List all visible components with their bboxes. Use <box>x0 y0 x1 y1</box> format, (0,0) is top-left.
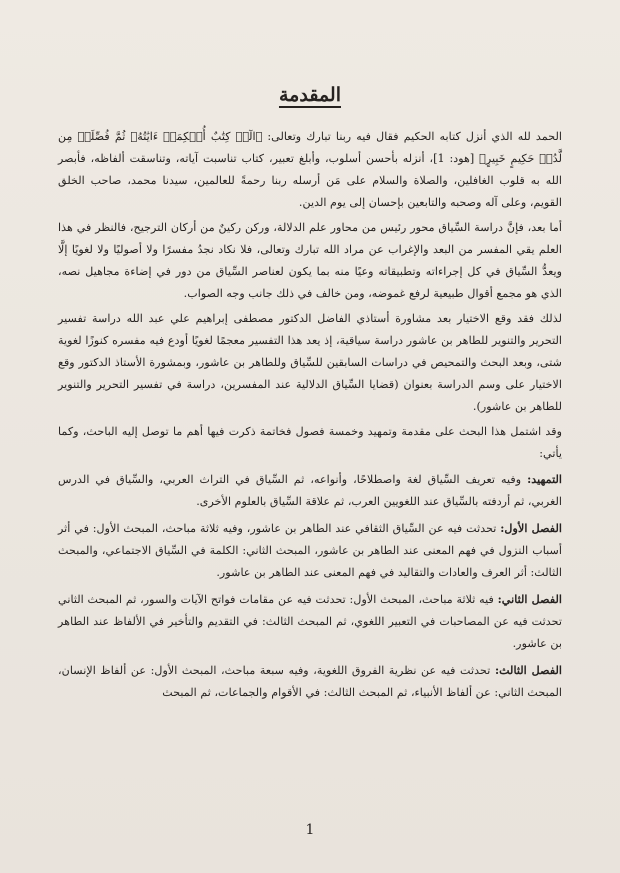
section-text: تحدثت فيه عن نظرية الفروق اللغوية، وفيه سبعة مباحث، المبحث الأول: عن ألفاظ الإنسان، المبحث الثاني: عن ألفاظ الأنبياء، ثم المبحث الثالث: في الأقوام والجماعات، ثم المبحث <box>58 664 562 699</box>
paragraph-topic-choice: لذلك فقد وقع الاختيار بعد مشاورة أستاذي الفاضل الدكتور مصطفى إبراهيم علي عبد الله دراسة تفسير التحرير والتنوير للطاهر بن عاشور دراسة سياقية، إذ يعد هذا التفسير معجمًا لغويًا أودع فيه مفسره كنوزًا لغوية شتى، وبعد البحث والتمحيص في دراسات السابقين للسِّياق وللطاهر بن عاشور، وبمشورة الأستاذ الدكتور وقع الاختيار على وسم الدراسة بعنوان (قضايا السِّياق الدلالية عند المفسرين، دراسة في تفسير التحرير والتنوير للطاهر بن عاشور). <box>58 312 562 413</box>
section-chapter-three <box>58 659 562 704</box>
section-preface <box>58 468 562 513</box>
section-text: وفيه تعريف السِّياق لغة واصطلاحًا، وأنواعه، ثم السِّياق في التراث العربي، والسِّياق في الدرس الغربي، ثم أردفته بالسِّياق عند اللغويين العرب، ثم علاقة السِّياق بالعلوم الأخرى. <box>58 473 562 508</box>
section-text: فيه ثلاثة مباحث، المبحث الأول: تحدثت فيه عن مقامات فواتح الآيات والسور، ثم المبحث الثاني تحدثت فيه عن المصاحبات في التعبير اللغوي، ثم المبحث الثالث: في التقديم والتأخير في الألفاظ عند الطاهر بن عاشور. <box>58 593 562 650</box>
paragraph-opening: الحمد لله الذي أنزل كتابه الحكيم فقال فيه ربنا تبارك وتعالى: ﴿الٓرۚ كِتَٰبٌ أُحۡكِمَتۡ ءَايَٰتُهُۥ ثُمَّ فُصِّلَتۡ مِن لَّدُنۡ حَكِيمٍ خَبِيرٍ﴾ [هود: 1]، أنزله بأحسن أسلوب، وأبلغ تعبير، كتاب تناسبت آياته، وتناسقت ألفاظه، فأبصر الله به قلوب الغافلين، والصلاة والسلام على مَن أرسله ربنا رحمةً للعالمين، سيدنا محمد، صاحب الخلق القويم، وعلى آله وصحبه والتابعين بإحسان إلى يوم الدين. <box>58 130 563 209</box>
section-chapter-two <box>58 588 562 655</box>
page-title: المقدمة <box>278 84 341 106</box>
section-chapter-one <box>58 517 562 584</box>
page-number: 1 <box>305 822 315 838</box>
section-text: تحدثت فيه عن السِّياق الثقافي عند الطاهر بن عاشور، وفيه ثلاثة مباحث، المبحث الأول: في أثر أسباب النزول في فهم المعنى عند الطاهر بن عاشور، المبحث الثاني: الكلمة في السِّياق الاجتماعي، والمبحث الثالث: أثر العرف والعادات والتقاليد في فهم المعنى عند الطاهر بن عاشور. <box>58 522 562 579</box>
section-label: الفصل الثاني: <box>497 592 562 606</box>
section-label: التمهيد: <box>527 472 562 486</box>
paragraph-context-importance: أما بعد، فإنَّ دراسة السِّياق محور رئيس من محاور علم الدلالة، وركن ركينٌ من أركان الترجيح، فالنظر في هذا العلم يقي المفسر من البعد والإغراب عن مراد الله تبارك وتعالى، فلا نكاد نجدُ مفسرًا ولا أصوليًا ولا لغويًا إلَّا ويعدُّ السِّياق في كل إجراءاته وتطبيقاته وعيًا منه بما يكون لعناصر السِّياق من دور في إضاءة مجاهيل نصه، الذي هو مجمع أقوال طبيعية لرفع غموضه، ومن خالف في ذلك جانب وجه الصواب. <box>58 221 562 300</box>
page-content <box>58 82 562 708</box>
section-label: الفصل الثالث: <box>494 663 563 677</box>
paragraph-structure-intro: وقد اشتمل هذا البحث على مقدمة وتمهيد وخمسة فصول فخاتمة ذكرت فيها أهم ما توصل إليه الباحث، وكما يأتي: <box>58 425 562 460</box>
section-label: الفصل الأول: <box>500 521 562 535</box>
